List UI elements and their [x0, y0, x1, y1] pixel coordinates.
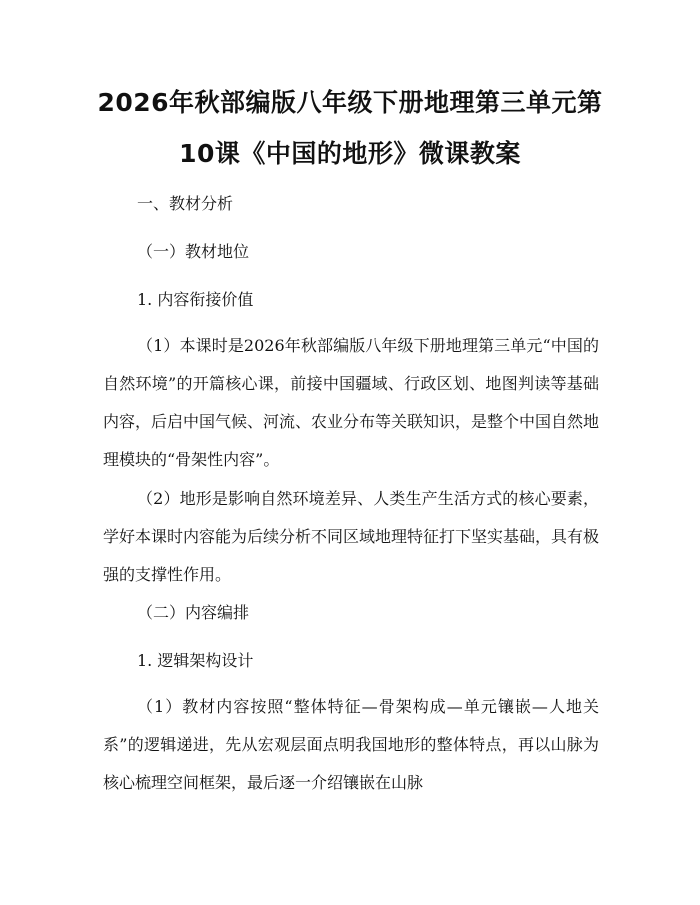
paragraph-1: （1）本课时是2026年秋部编版八年级下册地理第三单元“中国的自然环境”的开篇核心课，前接中国疆域、行政区划、地图判读等基础内容，后启中国气候、河流、农业分布等关联知识，是整个中国自然地理模块的“骨架性内容”。 — [103, 336, 600, 469]
subsection-heading-content-arrangement: （二）内容编排 — [137, 603, 250, 622]
item-heading-content-connection: 1. 内容衔接价值 — [137, 290, 254, 309]
item-heading-logic-framework: 1. 逻辑架构设计 — [137, 651, 254, 670]
section-heading-textbook-analysis: 一、教材分析 — [137, 194, 234, 213]
document-title-line-2: 10课《中国的地形》微课教案 — [179, 139, 521, 168]
document-title-line-1: 2026年秋部编版八年级下册地理第三单元第 — [97, 88, 603, 117]
subsection-heading-textbook-position: （一）教材地位 — [137, 242, 250, 261]
paragraph-3: （1）教材内容按照“整体特征—骨架构成—单元镶嵌—人地关系”的逻辑递进，先从宏观层面点明我国地形的整体特点，再以山脉为核心梳理空间框架，最后逐一介绍镶嵌在山脉 — [103, 697, 599, 792]
paragraph-2: （2）地形是影响自然环境差异、人类生产生活方式的核心要素，学好本课时内容能为后续分析不同区域地理特征打下坚实基础，具有极强的支撑性作用。 — [103, 489, 600, 584]
